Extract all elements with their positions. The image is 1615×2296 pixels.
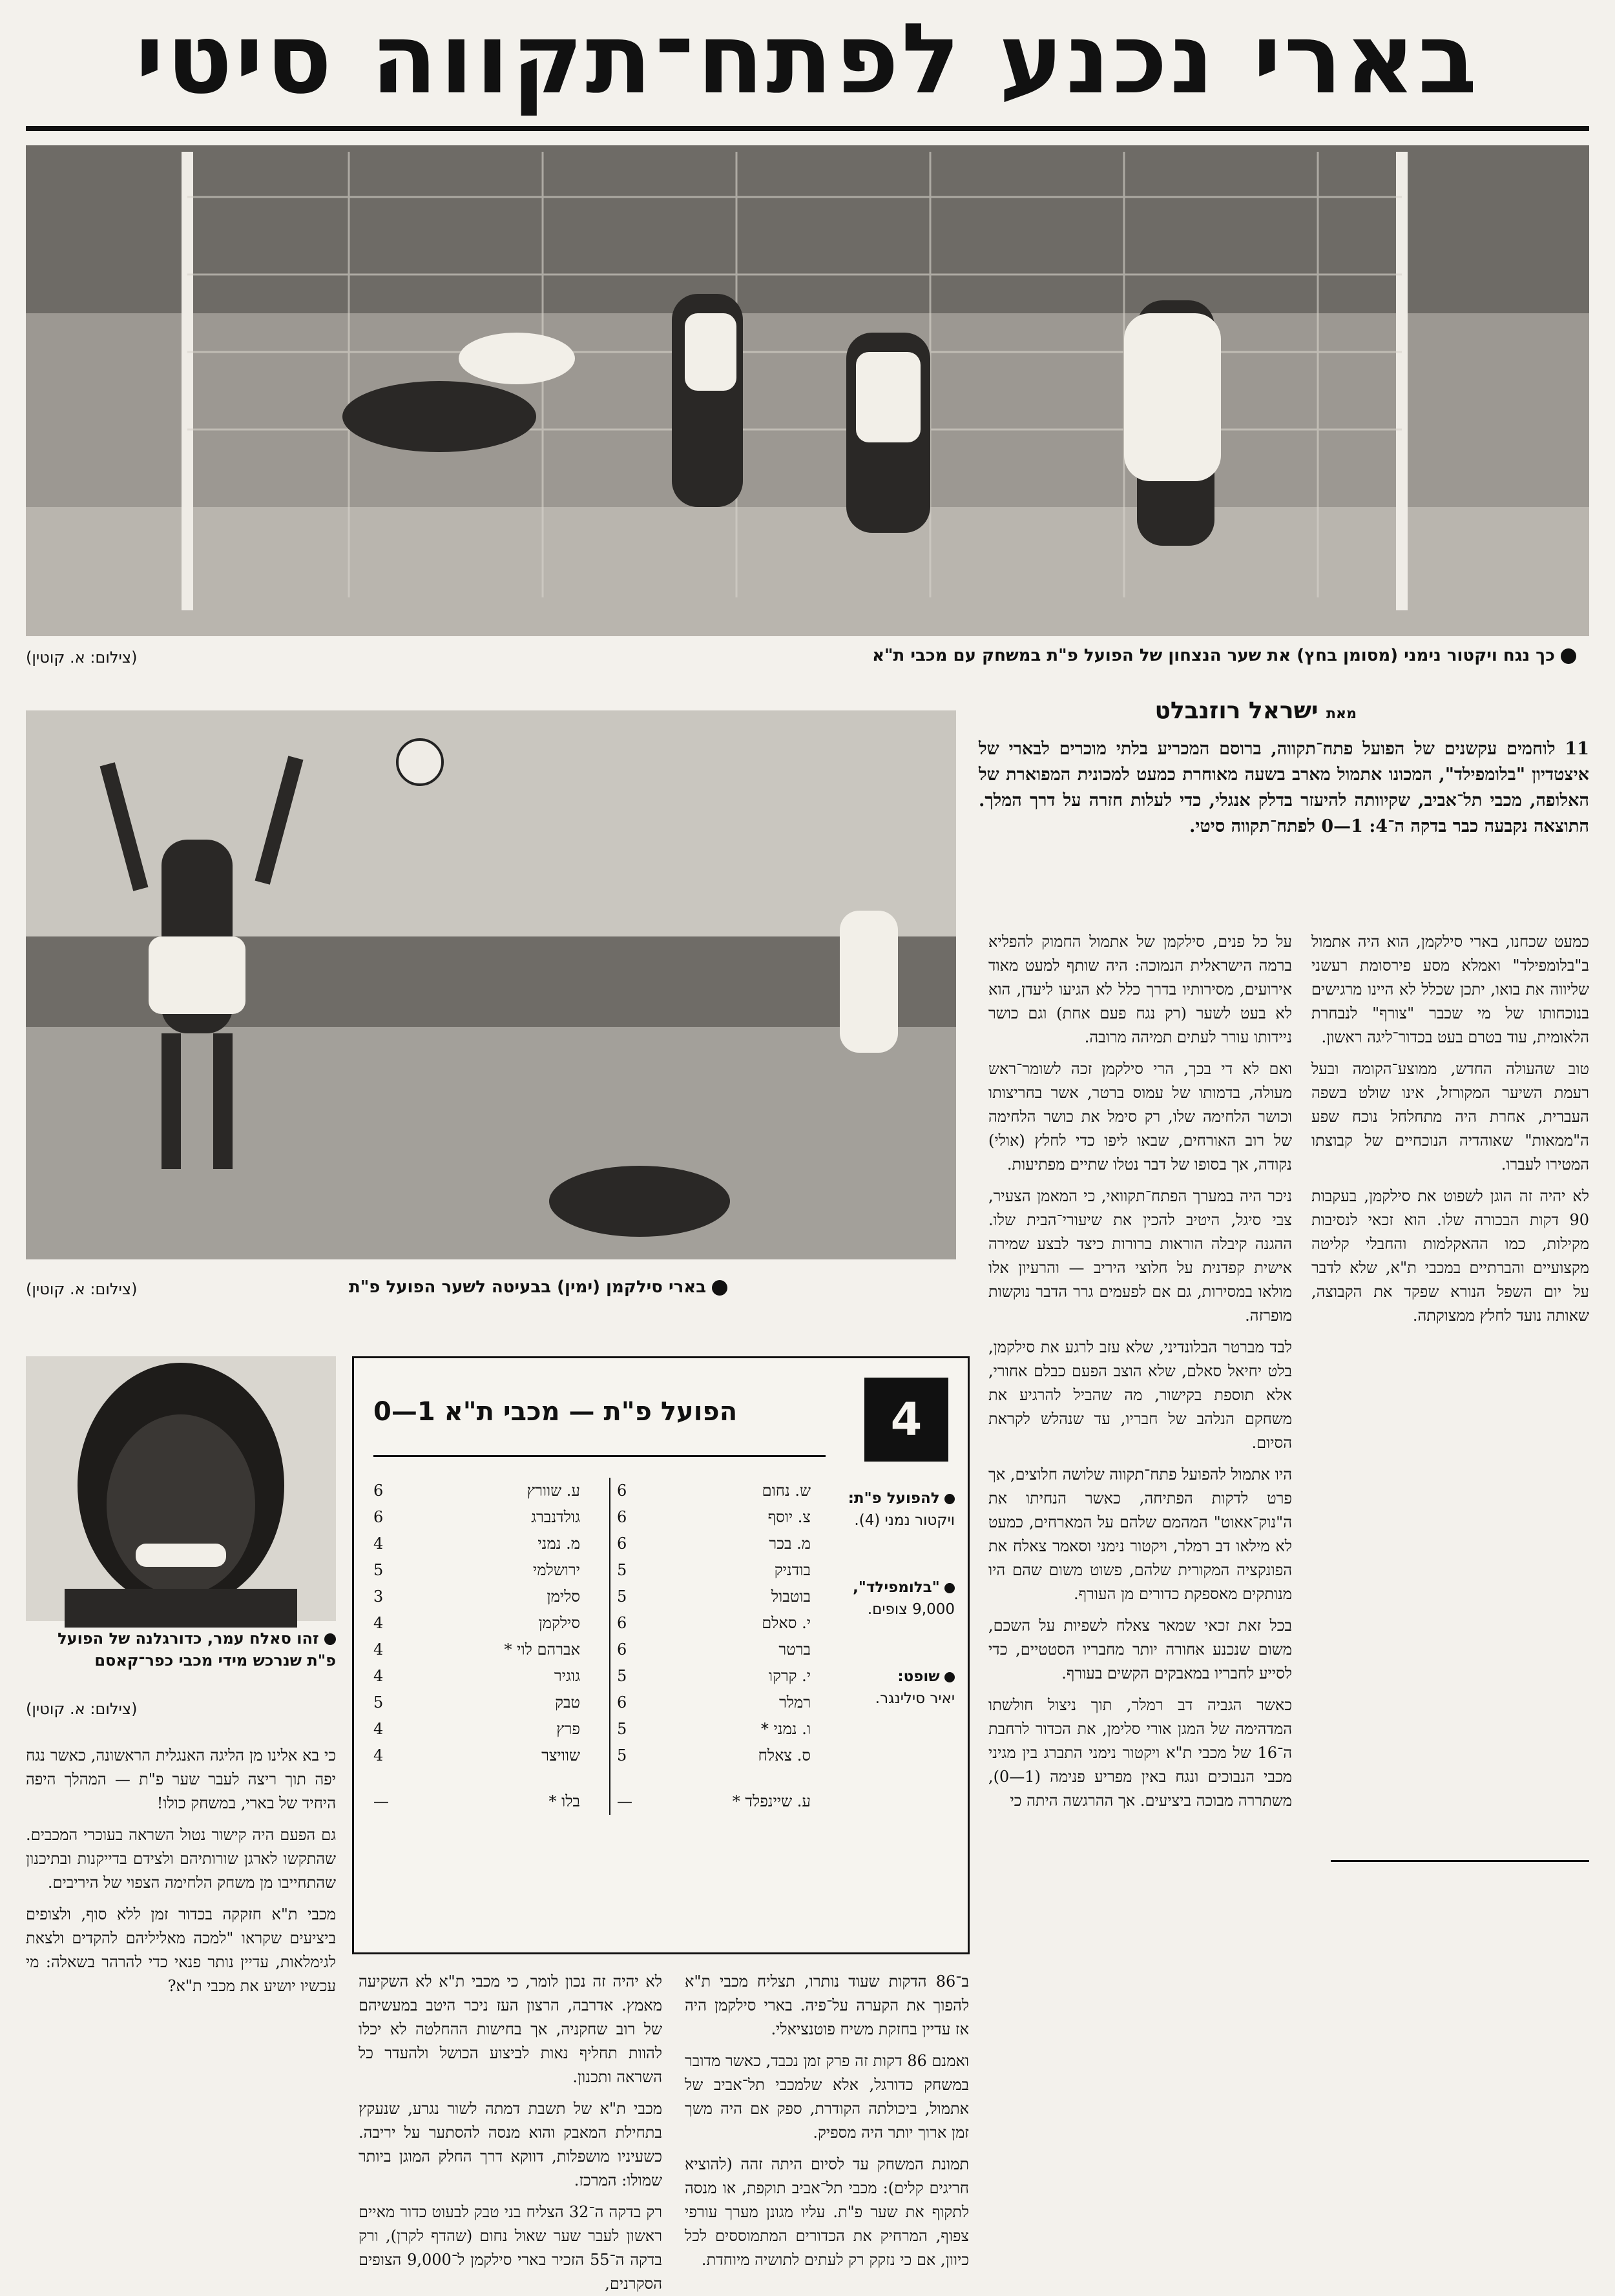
player-rating: 4 (373, 1667, 384, 1685)
player-name: ירושלמי (533, 1561, 580, 1579)
lead-paragraph: 11 לוחמים עקשנים של הפועל פתח־תקווה, ברוסם המכריע בלתי מוכרים לבארי של איצטדיון "בלומפילד", המכונו אתמול מארב בשעה מאוחרת כמעט למכונית המפוארת של האלופה, מכבי תל־אביב, שקיוותה להיעזר בדלק אנגלי, כדי לעלות חזרה על דרך המלך. התוצאה נקבעה כבר בדקה ה־4: 1—0 לפתח־תקווה סיטי. (979, 739, 1589, 836)
player-rating: 4 (373, 1614, 384, 1632)
paragraph: כי בא אלינו מן הליגה האנגלית הראשונה, כאשר נגח יפה תוך ריצה לעבר שער פ"ת — המהלך היפה היחיד של בארי, במשחק כולו! (26, 1746, 336, 1812)
roster-row (617, 1557, 811, 1584)
player-rating: 6 (617, 1508, 627, 1526)
player-rating: 6 (617, 1535, 627, 1553)
roster-row (373, 1531, 580, 1557)
paragraph: רק בדקה ה־32 הצליח בני טבק לבעוט כדור מאיים ראשון לעבר שער שאול נחום (שהדף לקרן), ורק בדקה ה־55 הזכיר בארי סילקמן ל־9,000 הצופים הסקרנים, (359, 2203, 663, 2293)
player-rating: 6 (617, 1482, 627, 1500)
player-rating: 5 (617, 1667, 627, 1685)
player-rating: 6 (617, 1640, 627, 1659)
portrait-photo (26, 1356, 336, 1621)
bullet-dot (1561, 648, 1576, 664)
player-rating: 4 (373, 1720, 384, 1738)
column-a (1311, 930, 1589, 1640)
column-d (359, 1970, 663, 2293)
player-rating: 5 (617, 1588, 627, 1606)
player-name: בוטבול (771, 1588, 811, 1606)
roster-row (373, 1584, 580, 1610)
player-rating: — (373, 1792, 389, 1810)
paragraph: בכל זאת זכאי שמאר צאלח לשפיות על השכם, משום שנכנע אחורה יותר מחבריו הסטטיים, כדי לסייע לחבריו במאבקים הקשים בעורף. (988, 1617, 1292, 1682)
roster-row (373, 1610, 580, 1637)
roster-row (617, 1531, 811, 1557)
paragraph: לא יהיה זה הוגן לשפוט את סילקמן, בעקבות 90 דקות הבכורה שלו. הוא זכאי לנסיבות מקילות, כמו ההאקלמות והחבלי קליטה מקצועיים והברתיים במכבי ת"א, שלא לדבר על יום השפל הנורא שפקד את הקבוצה, שאותה נועד לחלץ ממצוקתה. (1311, 1187, 1589, 1325)
away-roster (373, 1478, 580, 1815)
player-rating: 5 (373, 1561, 384, 1579)
byline-name: ישראל רוזנבלט (1154, 698, 1318, 724)
player-rating: 6 (373, 1482, 384, 1500)
player-name: י. סאלם (762, 1614, 811, 1632)
top-photo-caption-text: כך נגח ויקטור נימני (מסומן בחץ) את שער הנצחון של הפועל פ"ת במשחק עם מכבי ת"א (872, 646, 1555, 665)
venue-value: 9,000 צופים. (867, 1601, 955, 1618)
player-rating: 4 (373, 1746, 384, 1764)
roster-row (373, 1743, 580, 1769)
paragraph: גם הפעם היה קישור נטול השראה בעוכרי המכבים. שהתקשו לארגן שורותיהם ולצידם בדייקנות ובתיכנון שהתחייבו מן משחק הלחימה הצפוי של היריבים. (26, 1826, 336, 1892)
player-rating: 5 (617, 1746, 627, 1764)
referee-block (826, 1666, 955, 1710)
paragraph: תמונת המשחק עד לסיום היתה זהה (להוציא חריגים קלים): מכבי תל־אביב תוקפת, או מנסה לתקוף את שער פ"ת. עליו מגונן מערך עורפי צפוף, המרחיק את הכדורים המתמוססים לכל כיוון, אם כי נזקק רק לעתים לתושיה מיוחדת. (685, 2155, 969, 2269)
player-name: רמלר (778, 1693, 811, 1712)
player-name: ס. צאלח (758, 1746, 811, 1764)
player-name: גולדנברג (531, 1508, 580, 1526)
bullet-dot (944, 1583, 955, 1593)
round-badge: 4 (864, 1378, 948, 1462)
portrait-caption-text: זהו סאלח עמר, כדורגלנה של הפועל פ"ת שנרכש מידי מכבי כפר־קאסם (57, 1629, 336, 1670)
goals-value: ויקטור נמני (4). (854, 1512, 955, 1529)
paragraph: על כל פנים, סילקמן של אתמול החמוק להפליא ברמה הישראלית הנמוכה: היה שותף למעט מאוד אירועים, מסירותיו בדרך כלל לא הגיעו ליעדן, הוא לא בעט לשער (רק נגח פעם אחת) וגם כושר ניידותו עורר לעתים תמיהה מרובה. (988, 933, 1292, 1046)
headline: בארי נכנע לפתח־תקווה סיטי (135, 3, 1480, 116)
bullet-dot (712, 1280, 727, 1296)
player-name: אברהם לוי * (504, 1640, 580, 1659)
top-photo-caption (872, 646, 1576, 665)
goals-label: להפועל פ"ת: (848, 1490, 940, 1507)
headline-rule (26, 126, 1589, 131)
bullet-dot (944, 1494, 955, 1504)
paragraph: כמעט שכחנו, בארי סילקמן, הוא היה אתמול ב"בלומפילד" ואמלא מסע פירסומת רעשני שליווה את בואו, יתכן שכלל לא היינו מרגישים בנוכחותו של מי שכבר "צורף" לנבחרת הלאומית, עוד בטרם בעט בכדור־ליגה ראשון. (1311, 933, 1589, 1046)
player-rating: 3 (373, 1588, 384, 1606)
player-name: מ. נמני (537, 1535, 580, 1553)
referee-label: שופט: (897, 1668, 940, 1685)
player-name: י. קרקו (768, 1667, 811, 1685)
column-a-end-rule (1331, 1860, 1589, 1862)
middle-photo-caption-text: בארי סילקמן (ימין) בבעיטה לשער הפועל פ"ת (349, 1277, 707, 1297)
player-name: בלו * (548, 1792, 580, 1810)
player-name: ש. נחום (762, 1482, 811, 1500)
player-rating: 5 (617, 1720, 627, 1738)
roster-row (373, 1504, 580, 1531)
player-name: פרץ (556, 1720, 580, 1738)
goals-block (826, 1487, 955, 1531)
player-name: ו. נמני * (760, 1720, 811, 1738)
roster-row (373, 1690, 580, 1716)
portrait-credit: (צילום: א. קוטין) (26, 1700, 138, 1718)
byline-prefix: מאת (1326, 706, 1357, 722)
player-name: צ. יוסף (767, 1508, 811, 1526)
paragraph: כאשר הגביה דב רמלר, תוך ניצול חולשתו המדהימה של המגן אורי סלימן, את הכדור לרחבת ה־16 של מכבי ת"א ויקטור נימני התברג בין מגיני מכבי הנבוכים ונגח באין מפריע פנימה (1—0), משתררה מבוכה ביציעים. אך ההרגשה היתה כי (988, 1696, 1292, 1810)
roster-row (617, 1610, 811, 1637)
player-rating: 5 (373, 1693, 384, 1712)
player-name: גוגיר (554, 1667, 580, 1685)
paragraph: מכבי ת"א חזקקה בכדור זמן ללא סוף, ולצופים ביציעים שקראו "למכה מאליליהם להקדים ולצאת לגימלאות, עדיין נותר פנאי כדי להרהר בשאלה: מי עכשיו יושיע את מכבי ת"א? (26, 1905, 336, 1995)
player-name: ע. שוורץ (526, 1482, 580, 1500)
player-name: שוויצר (541, 1746, 580, 1764)
roster-row (617, 1788, 811, 1815)
middle-photo-credit: (צילום: א. קוטין) (26, 1280, 138, 1298)
player-portrait-image (26, 1356, 336, 1621)
roster-row (373, 1788, 580, 1815)
player-rating: 6 (373, 1508, 384, 1526)
column-e (26, 1744, 336, 2154)
paragraph: ב־86 הדקות שעוד נותרו, תצליח מכבי ת"א להפוך את הקערה על־פיה. בארי סילקמן היה אז עדיין בחזקת משיח פוטנציאלי. (685, 1972, 969, 2038)
roster-row (373, 1478, 580, 1504)
column-b (988, 930, 1292, 2151)
football-goal-scene-image (26, 145, 1589, 636)
top-photo (26, 145, 1589, 636)
venue-block (826, 1577, 955, 1620)
player-rating: 4 (373, 1535, 384, 1553)
bullet-dot (944, 1672, 955, 1682)
player-name: סלימן (547, 1588, 580, 1606)
player-rating: 4 (373, 1640, 384, 1659)
paragraph: ואמנם 86 דקות זה פרק זמן נכבד, כאשר מדובר במשחק כדורגל, אלא שלמכבי תל־אביב של אתמול, ביכולתה הקודרת, ספק אם היה משך זמן ארוך יותר היה מספיק. (685, 2052, 969, 2142)
portrait-caption (26, 1628, 336, 1671)
player-name: מ. בכר (769, 1535, 811, 1553)
roster-row (617, 1584, 811, 1610)
paragraph: לבד מברטר הבלונדיני, שלא עזב לרגע את סילקמן, בלט יחיאל סאלם, שלא הוצב הפעם כבלם אחורי, אלא תוספת בקישור, מה שהביל להרגיע את משחקם הנלהב של חבריו, עד שנהלש לקראת הסיום. (988, 1338, 1293, 1452)
box-rule (373, 1455, 826, 1457)
roster-row (617, 1663, 811, 1690)
player-rating: — (617, 1792, 632, 1810)
middle-photo (26, 710, 956, 1259)
kick-scene-image (26, 710, 956, 1259)
paragraph: ואם לא די בכך, הרי סילקמן זכה לשומר־ראש מעולה, בדמותו של עמוס ברטר, אשר בחריצותו וכושר הלחימה שלו, רק סימל את כושר הלחימה של רוב האורחים, שבאו ליפו כדי לחלץ (אולי) נקודה, אך בסופו של דבר נטלו שתיים מפתיעות. (988, 1060, 1292, 1174)
roster-row (373, 1663, 580, 1690)
player-rating: 6 (617, 1614, 627, 1632)
paragraph: מכבי ת"א של תשבת דמתה לשור נגרע, שנעקץ בתחילת המאבק והוא מנסה להסתער על יריבה. כשעיניו מושפלות, דווקא דרך החלק המוגן ביותר שמולו: המרכז. (359, 2100, 662, 2189)
paragraph: היו אתמול להפועל פתח־תקווה שלושה חלוצים, אך פרט לדקות הפתיחה, כאשר הנחיתו את ה"נוק־אאוט" המהמם שלהם על המארחים, כמעט לא מילאו דב רמלר, ויקטור נימני וסאמר צאלח את הפונקציה המקורית שלהם, פשוט משום שהם היו מנותקים מאספקת כדורים מן העורף. (988, 1465, 1292, 1603)
match-info (826, 1487, 955, 1710)
roster-row (617, 1690, 811, 1716)
roster-row (373, 1557, 580, 1584)
roster-row (617, 1478, 811, 1504)
roster-row (373, 1637, 580, 1663)
paragraph: לא יהיה זה נכון לומר, כי מכבי ת"א לא השקיעה מאמץ. אדרבה, הרצון העז ניכר היטב במעשיהם של רוב שחקניה, אך בחישות ההחלטה לא יכלו להוות תחליף נאות לביצוע הכושל ולהעדר כל השראה ותכנון. (359, 1972, 662, 2086)
player-name: ברטר (778, 1640, 811, 1659)
bullet-dot (324, 1633, 336, 1645)
paragraph: טוב שהעולה החדש, ממוצע־הקומה ובעל רעמת השיער המקורזל, אינו שולט בשפה העברית, אחרת היה מתחלחל נוכח שפע ה"ממאות" שאוהדיה הנוכחיים של קבוצתו המטירו לעברו. (1311, 1060, 1589, 1174)
roster-row (617, 1716, 811, 1743)
top-photo-credit: (צילום: א. קוטין) (26, 648, 138, 667)
referee-value: יאיר סילינגר. (875, 1690, 955, 1707)
home-roster (609, 1478, 811, 1815)
roster-row (617, 1637, 811, 1663)
player-name: בודניק (774, 1561, 811, 1579)
match-stats-box (352, 1356, 970, 1954)
player-rating: 5 (617, 1561, 627, 1579)
player-name: סילקמן (538, 1614, 580, 1632)
middle-photo-caption (349, 1277, 727, 1297)
roster-row (373, 1716, 580, 1743)
paragraph: ניכר היה במערך הפתח־תקוואי, כי המאמן הצעיר, צבי סיגל, היטיב להכין את שיעורי־הבית שלו. ההגנה קיבלה הוראות ברורות כיצד לבצע שמירה אישית קפדנית על חלוצי היריב — והרעיון אלו מולאו במסירות, גם אם לפעמים גרר הדבר נוקשות מופרזה. (988, 1187, 1293, 1325)
venue-label: "בלומפילד", (853, 1579, 940, 1596)
player-rating: 6 (617, 1693, 627, 1712)
match-title: הפועל פ"ת — מכבי ת"א 1—0 (373, 1397, 738, 1427)
player-name: טבק (555, 1693, 580, 1712)
roster-row (617, 1504, 811, 1531)
roster-row (617, 1743, 811, 1769)
column-c (685, 1970, 969, 2269)
player-name: ע. שיינפלד * (732, 1792, 811, 1810)
